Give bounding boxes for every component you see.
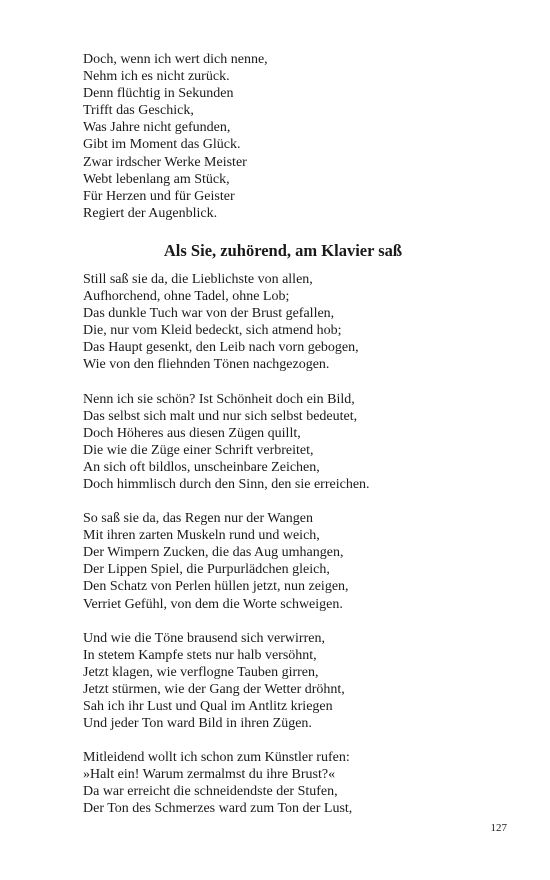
verse-line: Aufhorchend, ohne Tadel, ohne Lob;: [83, 289, 290, 305]
verse-line: Wie von den fliehnden Tönen nachgezogen.: [83, 357, 330, 373]
verse-line: Sah ich ihr Lust und Qual im Antlitz kriegen: [83, 699, 333, 714]
verse-line: Verriet Gefühl, von dem die Worte schweigen.: [83, 596, 343, 612]
verse-line: Und wie die Töne brausend sich verwirren,: [83, 630, 325, 646]
verse-line: Der Lippen Spiel, die Purpurlädchen gleich,: [83, 562, 330, 578]
verse-line: Doch himmlisch durch den Sinn, den sie erreichen.: [83, 476, 370, 492]
verse-line: »Halt ein! Warum zermalmst du ihre Brust?«: [83, 767, 336, 783]
verse-line: Doch, wenn ich wert dich nenne,: [83, 52, 268, 67]
verse-line: An sich oft bildlos, unscheinbare Zeichen,: [83, 459, 320, 475]
verse-line: Die, nur vom Kleid bedeckt, sich atmend hob;: [83, 323, 342, 339]
verse-line: Still saß sie da, die Lieblichste von allen,: [83, 271, 313, 287]
stanza: [83, 630, 483, 733]
stanza: [83, 51, 483, 222]
poem-fragment: [83, 51, 483, 222]
verse-line: Zwar irdscher Werke Meister: [83, 154, 247, 170]
verse-line: Was Jahre nicht gefunden,: [83, 120, 231, 136]
verse-line: Für Herzen und für Geister: [83, 188, 235, 204]
verse-line: Regiert der Augenblick.: [83, 205, 218, 221]
verse-line: Mit ihren zarten Muskeln rund und weich,: [83, 528, 320, 544]
verse-line: Der Ton des Schmerzes ward zum Ton der Lust,: [83, 801, 353, 817]
verse-line: Der Wimpern Zucken, die das Aug umhangen,: [83, 545, 344, 561]
verse-line: Mitleidend wollt ich schon zum Künstler rufen:: [83, 750, 350, 766]
verse-line: In stetem Kampfe stets nur halb versöhnt,: [83, 647, 317, 663]
verse-line: Jetzt stürmen, wie der Gang der Wetter dröhnt,: [83, 681, 345, 697]
page-number: 127: [490, 822, 507, 834]
verse-line: Nenn ich sie schön? Ist Schönheit doch ein Bild,: [83, 391, 355, 407]
verse-line: Und jeder Ton ward Bild in ihren Zügen.: [83, 716, 312, 732]
verse-line: Denn flüchtig in Sekunden: [83, 86, 234, 102]
poem-title: Als Sie, zuhörend, am Klavier saß: [163, 240, 403, 260]
verse-line: Das Haupt gesenkt, den Leib nach vorn gebogen,: [83, 340, 359, 356]
verse-line: Doch Höheres aus diesen Zügen quillt,: [83, 425, 301, 441]
stanza: [83, 749, 483, 817]
verse-line: Webt lebenlang am Stück,: [83, 171, 230, 187]
stanza: [83, 271, 483, 374]
stanza: [83, 391, 483, 494]
verse-line: Die wie die Züge einer Schrift verbreitet,: [83, 442, 314, 458]
verse-line: Den Schatz von Perlen hüllen jetzt, nun zeigen,: [83, 579, 349, 595]
verse-line: Jetzt klagen, wie verflogne Tauben girren,: [83, 664, 319, 680]
verse-line: Trifft das Geschick,: [83, 103, 194, 119]
verse-line: Da war erreicht die schneidendste der Stufen,: [83, 784, 338, 800]
poem: [83, 271, 483, 818]
stanza: [83, 510, 483, 613]
verse-line: So saß sie da, das Regen nur der Wangen: [83, 511, 313, 527]
verse-line: Das dunkle Tuch war von der Brust gefallen,: [83, 306, 335, 322]
verse-line: Das selbst sich malt und nur sich selbst bedeutet,: [83, 408, 358, 424]
verse-line: Gibt im Moment das Glück.: [83, 137, 241, 153]
verse-line: Nehm ich es nicht zurück.: [83, 69, 230, 85]
page-content: [83, 51, 483, 818]
